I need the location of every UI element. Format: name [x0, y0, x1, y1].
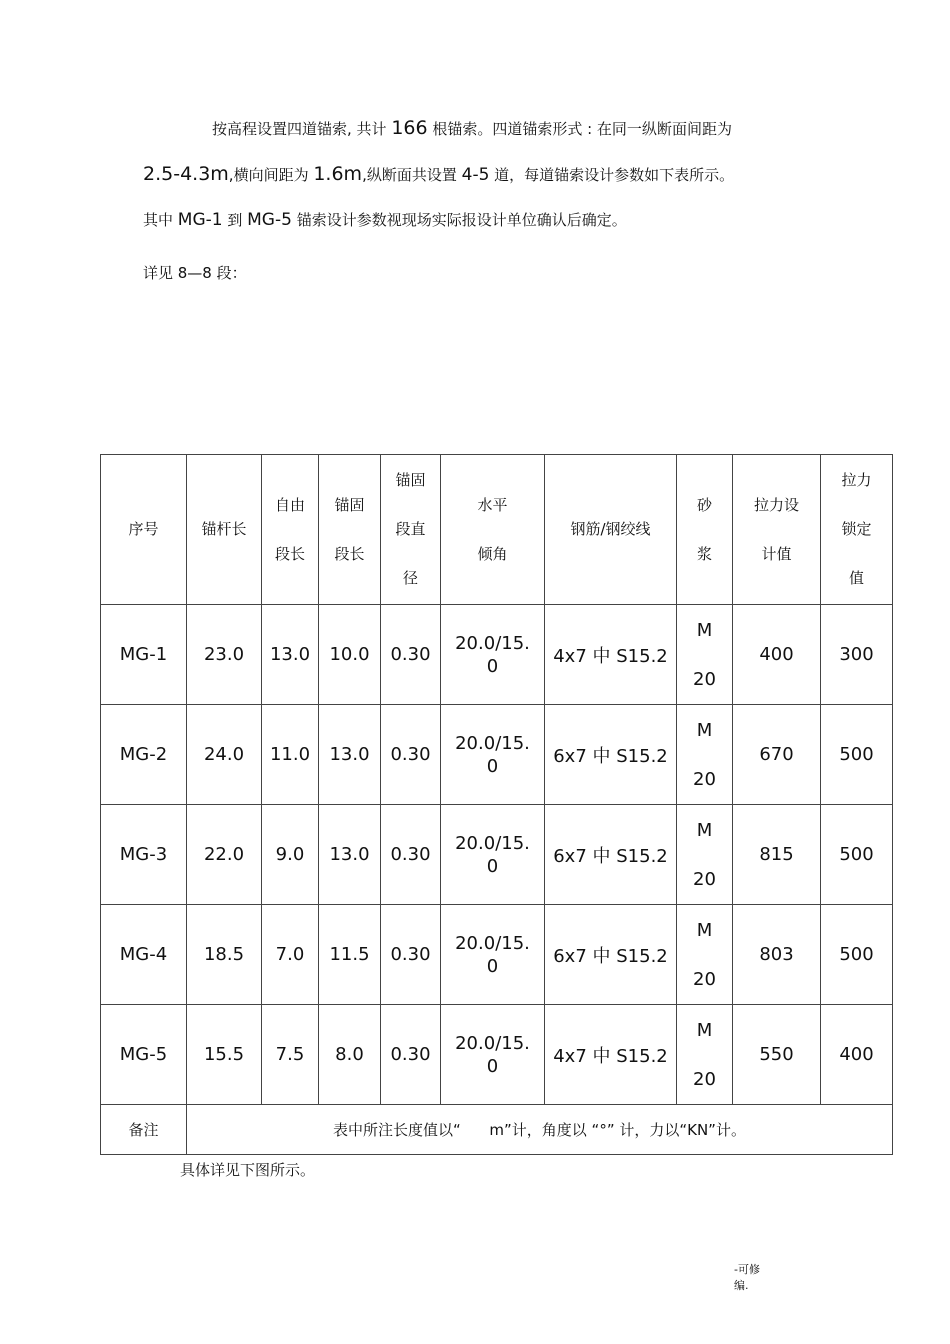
- cell-value: 7.5: [275, 1044, 305, 1065]
- table-cell: [545, 805, 677, 905]
- table-cell: [821, 1005, 893, 1105]
- header-line: 拉力: [841, 471, 872, 489]
- header-line: 水平: [477, 495, 508, 514]
- cell-value: 0.30: [390, 744, 431, 765]
- cell-value: 11.5: [329, 944, 370, 965]
- paragraph-line-4: [143, 262, 247, 283]
- text-segment: ,纵断面共设置: [362, 166, 462, 184]
- cell-value: 13.0: [329, 744, 370, 765]
- cell-value: 815: [759, 844, 794, 865]
- cell-value: 13.0: [269, 644, 311, 665]
- table-cell: [101, 905, 187, 1005]
- cell-value: 6x7 中 S15.2: [553, 945, 668, 967]
- table-note-row: [101, 1105, 893, 1155]
- paragraph-line-2: [143, 163, 734, 185]
- anchor-count: 166: [391, 117, 428, 139]
- table-cell: [821, 705, 893, 805]
- header-line: 段长: [334, 544, 365, 563]
- column-header: [319, 455, 381, 605]
- anchor-id-end: MG-5: [247, 210, 292, 230]
- column-header: [381, 455, 441, 605]
- table-cell: [101, 805, 187, 905]
- table-cell: [677, 905, 733, 1005]
- table-cell: [381, 805, 441, 905]
- header-line: 段直: [395, 520, 426, 538]
- cell-value: 400: [839, 1044, 874, 1065]
- cell-value: 10.0: [329, 644, 370, 665]
- table-cell: [319, 905, 381, 1005]
- anchor-id-start: MG-1: [177, 210, 223, 230]
- table-cell: [441, 705, 545, 805]
- table-cell: [545, 705, 677, 805]
- table-cell: [101, 705, 187, 805]
- table-cell: [187, 905, 262, 1005]
- header-line: 锚杆长: [201, 520, 247, 538]
- table-cell: [733, 605, 821, 705]
- transverse-spacing: 1.6m: [313, 163, 363, 185]
- column-header: [441, 455, 545, 605]
- note-label: 备注: [101, 1105, 187, 1155]
- row-count: 4-5: [461, 165, 490, 185]
- text-segment: 其中: [143, 211, 178, 229]
- header-line: 序号: [128, 520, 159, 538]
- cell-value: 0.30: [390, 944, 431, 965]
- header-line: 拉力设: [753, 495, 799, 514]
- header-line: 锁定: [841, 520, 872, 538]
- cell-value: 18.5: [203, 944, 245, 965]
- table-cell: [441, 805, 545, 905]
- table-cell: [262, 705, 319, 805]
- table-cell: [262, 605, 319, 705]
- table-cell: [441, 1005, 545, 1105]
- cell-value: 15.5: [203, 1044, 245, 1065]
- cell-value: 6x7 中 S15.2: [553, 845, 668, 867]
- header-line: 锚固: [334, 495, 365, 514]
- table-cell: [733, 705, 821, 805]
- header-line: 倾角: [477, 544, 508, 563]
- paragraph-line-3: [143, 209, 627, 230]
- text-segment: 锚索设计参数视现场实际报设计单位确认后确定。: [291, 211, 627, 229]
- table-cell: [821, 605, 893, 705]
- column-header: [101, 455, 187, 605]
- cell-value: M20: [693, 719, 716, 790]
- table-cell: [187, 805, 262, 905]
- cell-value: 400: [759, 644, 794, 665]
- table-cell: [733, 905, 821, 1005]
- cell-value: MG-3: [119, 844, 168, 865]
- cell-value: 20.0/15.0: [455, 632, 530, 677]
- table-cell: [187, 605, 262, 705]
- column-header: [187, 455, 262, 605]
- table-cell: [733, 805, 821, 905]
- cell-value: MG-2: [119, 744, 168, 765]
- column-header: [821, 455, 893, 605]
- table-cell: [677, 705, 733, 805]
- section-reference: 详见 8—8 段：: [143, 264, 247, 282]
- table-cell: [187, 1005, 262, 1105]
- cell-value: 670: [759, 744, 794, 765]
- cell-value: 11.0: [269, 744, 311, 765]
- cell-value: 300: [839, 644, 874, 665]
- header-line: 自由: [274, 495, 305, 514]
- longitudinal-spacing: 2.5-4.3m: [143, 163, 229, 185]
- text-segment: 按高程设置四道锚索, 共计: [212, 120, 392, 138]
- column-header: [545, 455, 677, 605]
- header-line: 浆: [696, 544, 712, 563]
- cell-value: M20: [693, 619, 716, 690]
- cell-value: 803: [759, 944, 794, 965]
- table-cell: [545, 605, 677, 705]
- cell-value: 6x7 中 S15.2: [553, 745, 668, 767]
- cell-value: 22.0: [203, 844, 245, 865]
- footer-line: -可修: [734, 1263, 760, 1276]
- table-row: [101, 605, 893, 705]
- text-segment: 道，每道锚索设计参数如下表所示。: [489, 166, 735, 184]
- table-cell: [381, 705, 441, 805]
- cell-value: 8.0: [335, 1044, 364, 1065]
- table-cell: [677, 1005, 733, 1105]
- table-cell: [262, 1005, 319, 1105]
- table-cell: [319, 705, 381, 805]
- cell-value: MG-4: [119, 944, 168, 965]
- cell-value: 0.30: [390, 1044, 431, 1065]
- cell-value: 0.30: [390, 644, 431, 665]
- table-cell: [545, 1005, 677, 1105]
- table-cell: [677, 805, 733, 905]
- table-cell: [319, 1005, 381, 1105]
- table-row: [101, 1005, 893, 1105]
- header-line: 段长: [274, 544, 305, 563]
- cell-value: MG-5: [119, 1044, 168, 1065]
- text-segment: 到: [222, 211, 248, 229]
- cell-value: M20: [693, 1019, 716, 1090]
- table-cell: [441, 905, 545, 1005]
- table-cell: [101, 605, 187, 705]
- table-cell: [381, 905, 441, 1005]
- paragraph-line-1: [212, 117, 732, 139]
- header-line: 计值: [761, 544, 792, 563]
- table-cell: [677, 605, 733, 705]
- table-row: [101, 805, 893, 905]
- table-cell: [101, 1005, 187, 1105]
- table-row: [101, 705, 893, 805]
- column-header: [733, 455, 821, 605]
- cell-value: 9.0: [275, 844, 305, 865]
- table-cell: [262, 905, 319, 1005]
- cell-value: 0.30: [390, 844, 431, 865]
- table-header-row: [101, 455, 893, 605]
- header-line: 锚固: [395, 471, 426, 489]
- header-line: 值: [848, 569, 864, 587]
- table-cell: [319, 805, 381, 905]
- figure-reference: 具体详见下图所示。: [180, 1161, 316, 1179]
- cell-value: 7.0: [275, 944, 305, 965]
- cell-value: 4x7 中 S15.2: [553, 645, 668, 667]
- note-text: 表中所注长度值以“ m”计，角度以 “°” 计，力以“KN”计。: [187, 1105, 893, 1155]
- table-cell: [733, 1005, 821, 1105]
- column-header: [677, 455, 733, 605]
- cell-value: M20: [693, 919, 716, 990]
- cell-value: 13.0: [329, 844, 370, 865]
- cell-value: 23.0: [203, 644, 245, 665]
- header-line: 钢筋/钢绞线: [570, 520, 651, 538]
- header-line: 径: [402, 569, 418, 587]
- cell-value: 550: [759, 1044, 794, 1065]
- text-segment: 根锚索。四道锚索形式 : 在同一纵断面间距为: [427, 120, 732, 138]
- table-cell: [441, 605, 545, 705]
- table-cell: [381, 1005, 441, 1105]
- cell-value: 500: [839, 744, 874, 765]
- header-line: 砂: [696, 495, 712, 514]
- table-cell: [262, 805, 319, 905]
- footer-line: 编.: [734, 1279, 749, 1292]
- cell-value: 500: [839, 844, 874, 865]
- cell-value: 500: [839, 944, 874, 965]
- table-cell: [821, 805, 893, 905]
- table-row: [101, 905, 893, 1005]
- table-cell: [319, 605, 381, 705]
- cell-value: MG-1: [119, 644, 168, 665]
- cell-value: 20.0/15.0: [455, 932, 530, 977]
- column-header: [262, 455, 319, 605]
- table-cell: [545, 905, 677, 1005]
- cell-value: 20.0/15.0: [455, 1032, 530, 1077]
- cell-value: M20: [693, 819, 716, 890]
- anchor-parameter-table: [100, 454, 893, 1155]
- table-cell: [821, 905, 893, 1005]
- cell-value: 20.0/15.0: [455, 732, 530, 777]
- cell-value: 24.0: [203, 744, 245, 765]
- cell-value: 4x7 中 S15.2: [553, 1045, 668, 1067]
- table-cell: [187, 705, 262, 805]
- cell-value: 20.0/15.0: [455, 832, 530, 877]
- text-segment: ,横向间距为: [228, 166, 314, 184]
- table-cell: [381, 605, 441, 705]
- footer-note: [734, 1262, 760, 1294]
